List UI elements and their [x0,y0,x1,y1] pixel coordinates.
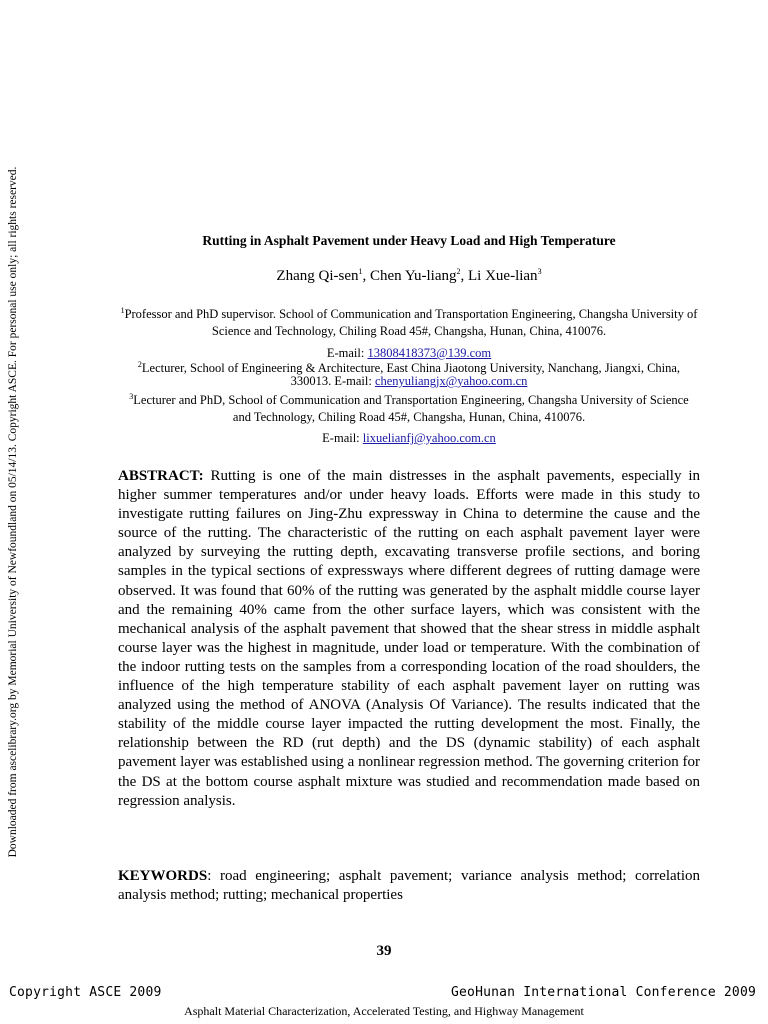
author-name: Zhang Qi-sen [276,268,359,284]
affiliation-text: Lecturer and PhD, School of Communication and Transportation Engineering, Changsha University of Science and Technology, Chiling Road 45#, Changsha, Hunan, China, 410076. [133,393,689,424]
affiliation-text: Lecturer, School of Engineering & Architecture, East China Jiaotong University, Nanchang, Jiangxi, China, 330013. [141,361,681,388]
author-affiliation-mark: 3 [537,267,542,276]
email-label: E-mail: [326,346,368,360]
affiliation-3-email-line [120,430,698,447]
email-link[interactable]: 13808418373@139.com [367,346,492,360]
affiliation-mark: 2 [137,359,142,369]
author-separator: , [460,268,468,284]
keywords-text: : road engineering; asphalt pavement; variance analysis method; correlation analysis method; rutting; mechanical properties [118,868,700,904]
footer-conference: GeoHunan International Conference 2009 [450,985,756,1000]
affiliation-1 [120,306,698,339]
author-name: Chen Yu-liang [369,268,457,284]
affiliation-mark: 1 [120,305,125,315]
abstract [118,467,700,811]
abstract-label: ABSTRACT: [118,468,204,484]
keywords [118,867,700,905]
author-affiliation-mark: 1 [358,267,363,276]
author-affiliation-mark: 2 [456,267,461,276]
footer-proceedings-title: Asphalt Material Characterization, Accelerated Testing, and Highway Management [184,1004,584,1018]
email-label: E-mail: [331,374,375,388]
affiliation-3 [120,392,698,425]
paper-title: Rutting in Asphalt Pavement under Heavy Load and High Temperature [202,233,616,248]
page-number: 39 [376,943,392,959]
affiliation-1-email-line [120,345,698,362]
author-separator: , [362,268,370,284]
email-link[interactable]: chenyuliangjx@yahoo.com.cn [374,374,528,388]
affiliation-mark: 3 [129,391,134,401]
affiliation-2 [120,359,698,388]
keywords-label: KEYWORDS [118,868,208,884]
download-notice: Downloaded from ascelibrary.org by Memorial University of Newfoundland on 05/14/13. Copyright ASCE. For personal use only; all rights reserved. [7,166,19,858]
author-list [120,266,698,286]
email-label: E-mail: [322,431,363,445]
affiliation-text: Professor and PhD supervisor. School of Communication and Transportation Engineering, Changsha University of Science and Technology, Chiling Road 45#, Changsha, Hunan, China, 410076. [124,307,698,338]
author-name: Li Xue-lian [468,268,538,284]
email-link[interactable]: lixuelianfj@yahoo.com.cn [362,431,496,445]
footer-copyright: Copyright ASCE 2009 [9,985,162,1000]
abstract-text: Rutting is one of the main distresses in the asphalt pavements, especially in higher summer temperatures and/or under heavy loads. Efforts were made in this study to investigate rutting failures on Jing-Zhu expressway in China to determine the cause and the source of the rutting. The characteristic of the rutting on each asphalt pavement layer were analyzed by surveying the rutting depth, excavating transverse profile sections, and boring samples in the typical sections of expressways where different degrees of rutting damage were observed. It was found that 60% of the rutting was generated by the asphalt middle course layer and the remaining 40% came from the other surface layers, which was consistent with the mechanical analysis of the asphalt pavement that showed that the shear stress in middle asphalt course layer was the highest in magnitude, under load or temperature. With the combination of the indoor rutting tests on the samples from a corresponding location of the road shoulders, the influence of the high temperature stability of each asphalt pavement layer on rutting was analyzed using the method of ANOVA (Analysis Of Variance). The results indicated that the stability of the middle course layer impacted the rutting development the most. Finally, the relationship between the RD (rut depth) and the DS (dynamic stability) of each asphalt pavement layer was established using a nonlinear regression method. The governing criterion for the DS at the bottom course asphalt mixture was studied and recommendation made based on regression analysis. [118,468,701,809]
